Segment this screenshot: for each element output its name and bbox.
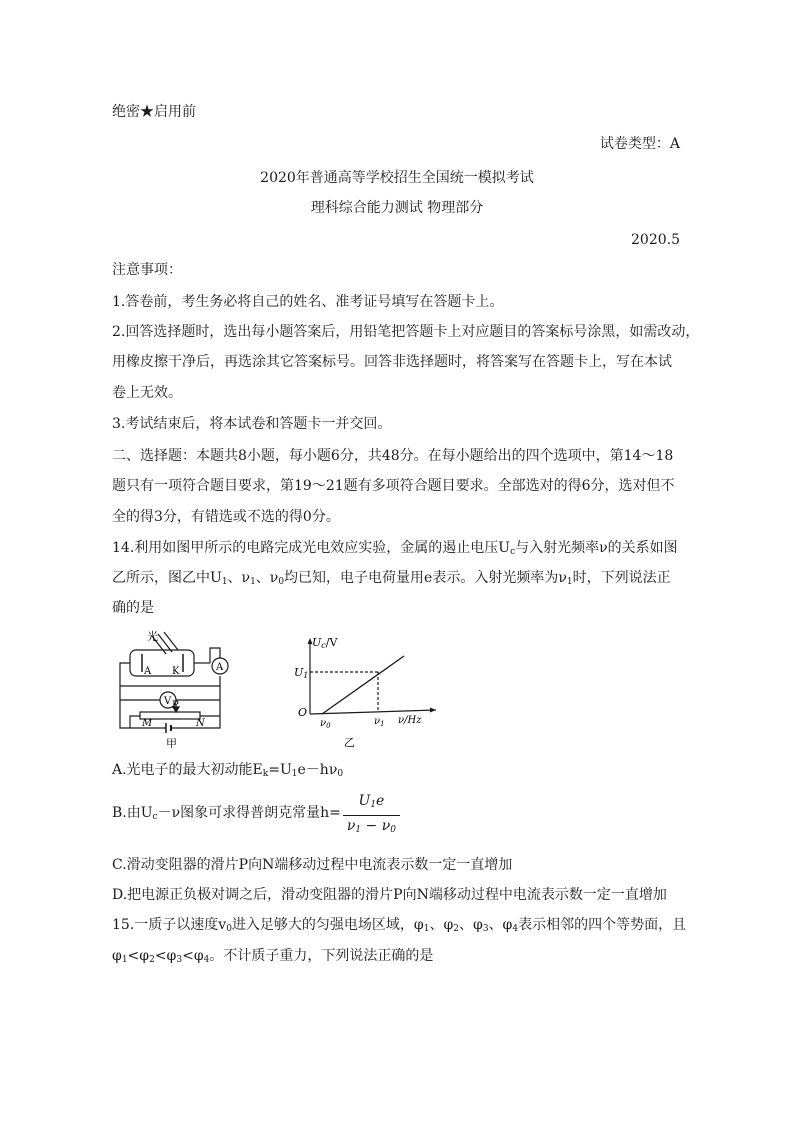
electrode-k-label: K [172,666,180,677]
v1-label: $\nu_1$ [374,716,385,728]
voltmeter-label: V [164,696,172,707]
terminal-n-label: N [196,718,205,729]
paper-type: 试卷类型：A [599,136,680,152]
stopping-voltage-graph [286,632,446,752]
notes-heading: 注意事项： [112,262,182,278]
q14-option-c: C.滑动变阻器的滑片P向N端移动过程中电流表示数一定一直增加 [112,857,513,873]
data-line [322,656,404,714]
note-2-line-3: 卷上无效。 [112,385,182,401]
figure-a-caption: 甲 [166,737,177,750]
terminal-m-label: M [142,718,153,729]
planck-fraction: $\frac{U_1e}{\nu_1 - \nu_0}$ [343,791,400,840]
note-2-line-2: 用橡皮擦干净后，再选涂其它答案标号。回答非选择题时，将答案写在答题卡上，写在本试 [112,354,672,370]
q14-option-a: A.光电子的最大初动能$E_k=U_1e-h\nu_0$ [112,762,344,779]
q14-option-b: B.由$U_c-\nu$图象可求得普朗克常量h= $\frac{U_1e}{\nu_1 - \nu_0}$ [112,790,400,840]
figure-b-caption: 乙 [344,736,355,749]
section-line-3: 全的得3分，有错选或不选的得0分。 [112,509,340,525]
secret-label: 绝密★启用前 [112,104,196,120]
light-label: 光 [147,630,158,643]
ammeter-label: A [216,662,224,673]
circuit-diagram [110,628,245,750]
x-axis [310,710,436,714]
exam-title: 2020年普通高等学校招生全国统一模拟考试 [260,170,534,186]
slider-p-label: P [172,700,179,711]
q14-line-3: 确的是 [112,600,154,616]
q15-line-1: 15.一质子以速度$v_0$进入足够大的匀强电场区域，$\varphi_1$、$\varphi_2$、$\varphi_3$、$\varphi_4$表示相邻的四个等势面，且 [112,917,687,934]
exam-subtitle: 理科综合能力测试 物理部分 [310,200,484,216]
x-axis-label: ν/Hz [398,715,422,726]
electrode-a-label: A [144,666,152,677]
exam-date: 2020.5 [631,232,680,248]
section-line-2: 题只有一项符合题目要求，第19～21题有多项符合题目要求。全部选对的得6分，选对但不 [112,478,675,494]
u1-label: U1 [294,666,309,680]
q14-line-2: 乙所示，图乙中$U_1$、$\nu_1$、$\nu_0$均已知，电子电荷量用e表示。入射光频率为$\nu_1$时，下列说法正 [112,570,671,587]
q14-line-1: 14.利用如图甲所示的电路完成光电效应实验，金属的遏止电压$U_c$与入射光频率ν的关系如图 [112,540,678,557]
note-2-line-1: 2.回答选择题时，选出每小题答案后，用铅笔把答题卡上对应题目的答案标号涂黑，如需改动， [112,324,700,340]
section-line-1: 二、选择题：本题共8小题，每小题6分，共48分。在每小题给出的四个选项中，第14～18 [112,448,674,464]
note-3: 3.考试结束后，将本试卷和答题卡一并交回。 [112,416,392,432]
origin-label: O [298,706,308,719]
v0-label: $\nu_0$ [320,718,331,730]
note-1: 1.答卷前，考生务必将自己的姓名、准考证号填写在答题卡上。 [112,294,504,310]
q15-line-2: $\varphi_1<\varphi_2<\varphi_3<\varphi_4$。不计质子重力，下列说法正确的是 [112,948,434,965]
phototube [130,650,194,676]
q14-option-d: D.把电源正负极对调之后，滑动变阻器的滑片P向N端移动过程中电流表示数一定一直增加 [112,887,667,903]
y-axis-label: Uc/V [312,636,338,650]
